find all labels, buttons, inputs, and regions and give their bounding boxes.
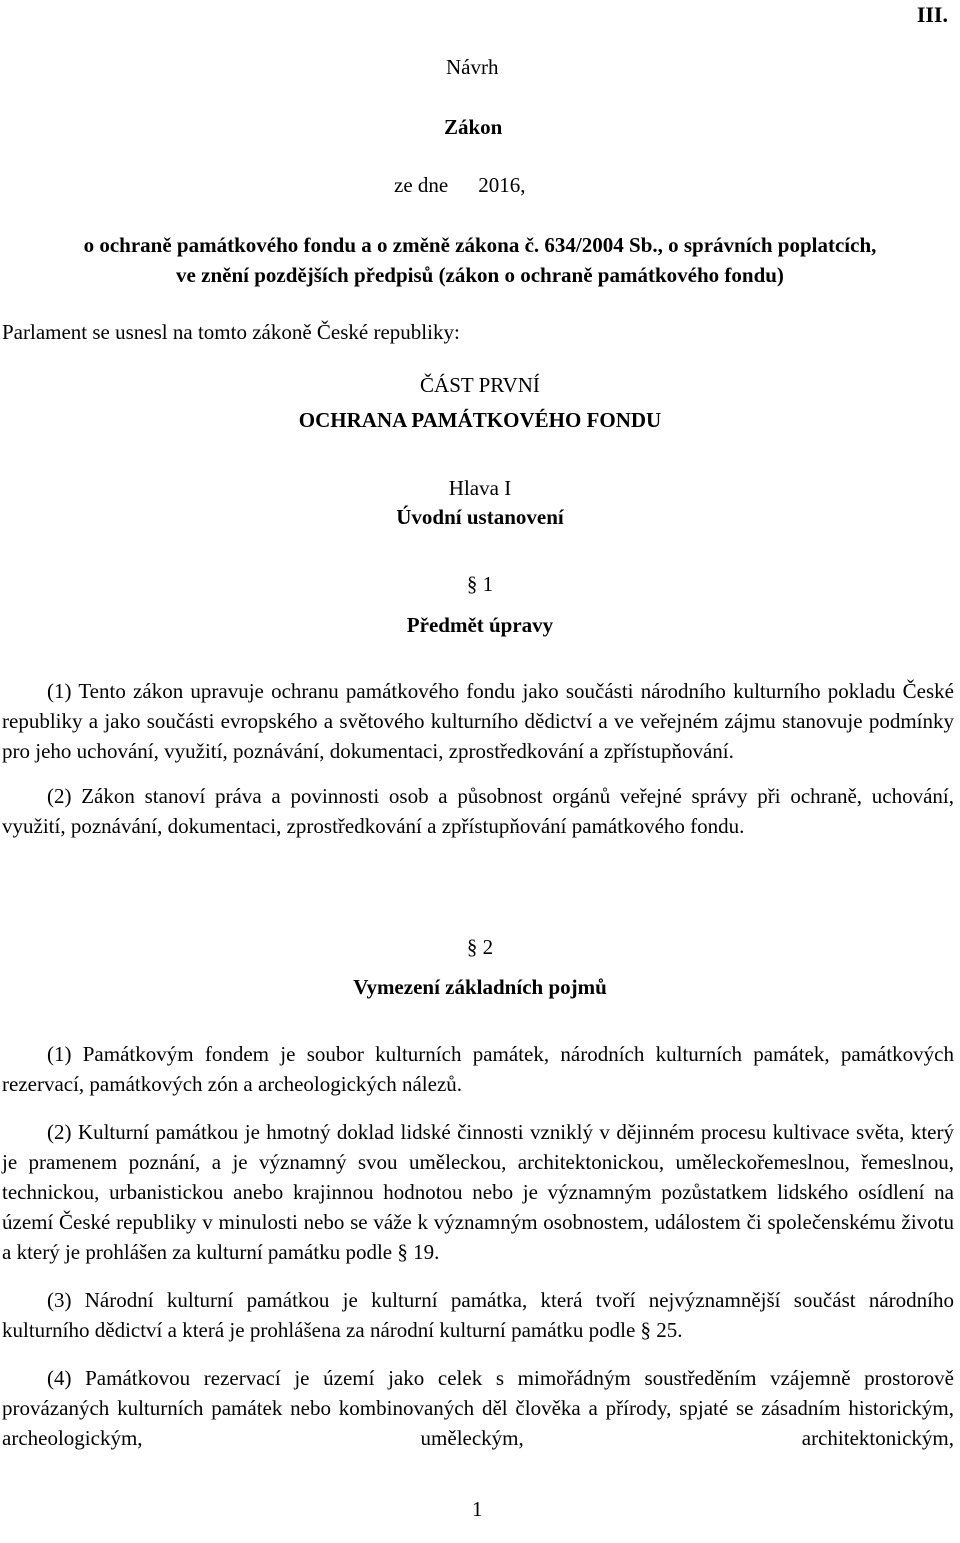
part-title: OCHRANA PAMÁTKOVÉHO FONDU bbox=[298, 408, 662, 432]
section-1-paragraph-2: (2) Zákon stanoví práva a povinnosti osob a působnost orgánů veřejné správy při ochraně, uchování, využití, poznávání, dokumentaci, zprostředkování a zpřístupňování památkového fondu. bbox=[2, 784, 954, 838]
section-2-number: § 2 bbox=[466, 935, 494, 959]
section-2-paragraph-3: (3) Národní kulturní památkou je kulturní památka, která tvoří nejvýznamnější součást národního kulturního dědictví a která je prohlášena za národní kulturní památku podle § 25. bbox=[2, 1288, 954, 1342]
section-2-paragraph-1: (1) Památkovým fondem je soubor kulturních památek, národních kulturních památek, památkových rezervací, památkových zón a archeologických nálezů. bbox=[2, 1042, 954, 1096]
section-2-paragraph-4: (4) Památkovou rezervací je území jako celek s mimořádným soustředěním vzájemně prostorově provázaných kulturních památek nebo kombinovaných děl člověka a přírody, spjaté se zásadním historickým, archeologickým, uměleckým, architektonickým, bbox=[2, 1366, 954, 1450]
date-prefix: ze dne bbox=[394, 173, 449, 197]
chapter-number: Hlava I bbox=[448, 476, 512, 500]
section-1-title: Předmět úpravy bbox=[406, 613, 554, 637]
law-date bbox=[394, 173, 525, 198]
page-number: 1 bbox=[472, 1497, 483, 1521]
subtitle-line-2: ve znění pozdějších předpisů (zákon o ochraně památkového fondu) bbox=[176, 263, 784, 287]
law-title: Zákon bbox=[444, 115, 503, 139]
section-2-body bbox=[2, 1039, 954, 1453]
chapter-title: Úvodní ustanovení bbox=[396, 505, 564, 529]
law-subtitle bbox=[0, 230, 960, 290]
section-1-body bbox=[2, 676, 954, 841]
section-1-paragraph-1: (1) Tento zákon upravuje ochranu památkového fondu jako součásti národního kulturního pokladu České republiky a jako součásti evropského a světového kulturního dědictví a ve veřejném zájmu stanovuje podmínky pro jeho uchování, využití, poznávání, dokumentaci, zprostředkování a zpřístupňování. bbox=[2, 679, 954, 763]
section-1-number: § 1 bbox=[466, 572, 494, 596]
section-2-title: Vymezení základních pojmů bbox=[353, 975, 607, 999]
part-number: ČÁST PRVNÍ bbox=[420, 373, 540, 397]
date-year: 2016, bbox=[478, 173, 526, 197]
enacting-clause: Parlament se usnesl na tomto zákoně České republiky: bbox=[2, 320, 460, 344]
roman-numeral: III. bbox=[916, 2, 948, 27]
subtitle-line-1: o ochraně památkového fondu a o změně zákona č. 634/2004 Sb., o správních poplatcích, bbox=[83, 233, 877, 257]
draft-label: Návrh bbox=[446, 55, 499, 79]
section-2-paragraph-2: (2) Kulturní památkou je hmotný doklad lidské činnosti vzniklý v dějinném procesu kultivace světa, který je pramenem poznání, a je významný svou uměleckou, architektonickou, uměleckořemeslnou, řemeslnou, technickou, urbanistickou anebo krajinnou hodnotou nebo je významným pozůstatkem lidského osídlení na území České republiky v minulosti nebo se váže k významným osobnostem, událostem či společenskému životu a který je prohlášen za kulturní památku podle § 19. bbox=[2, 1120, 954, 1264]
